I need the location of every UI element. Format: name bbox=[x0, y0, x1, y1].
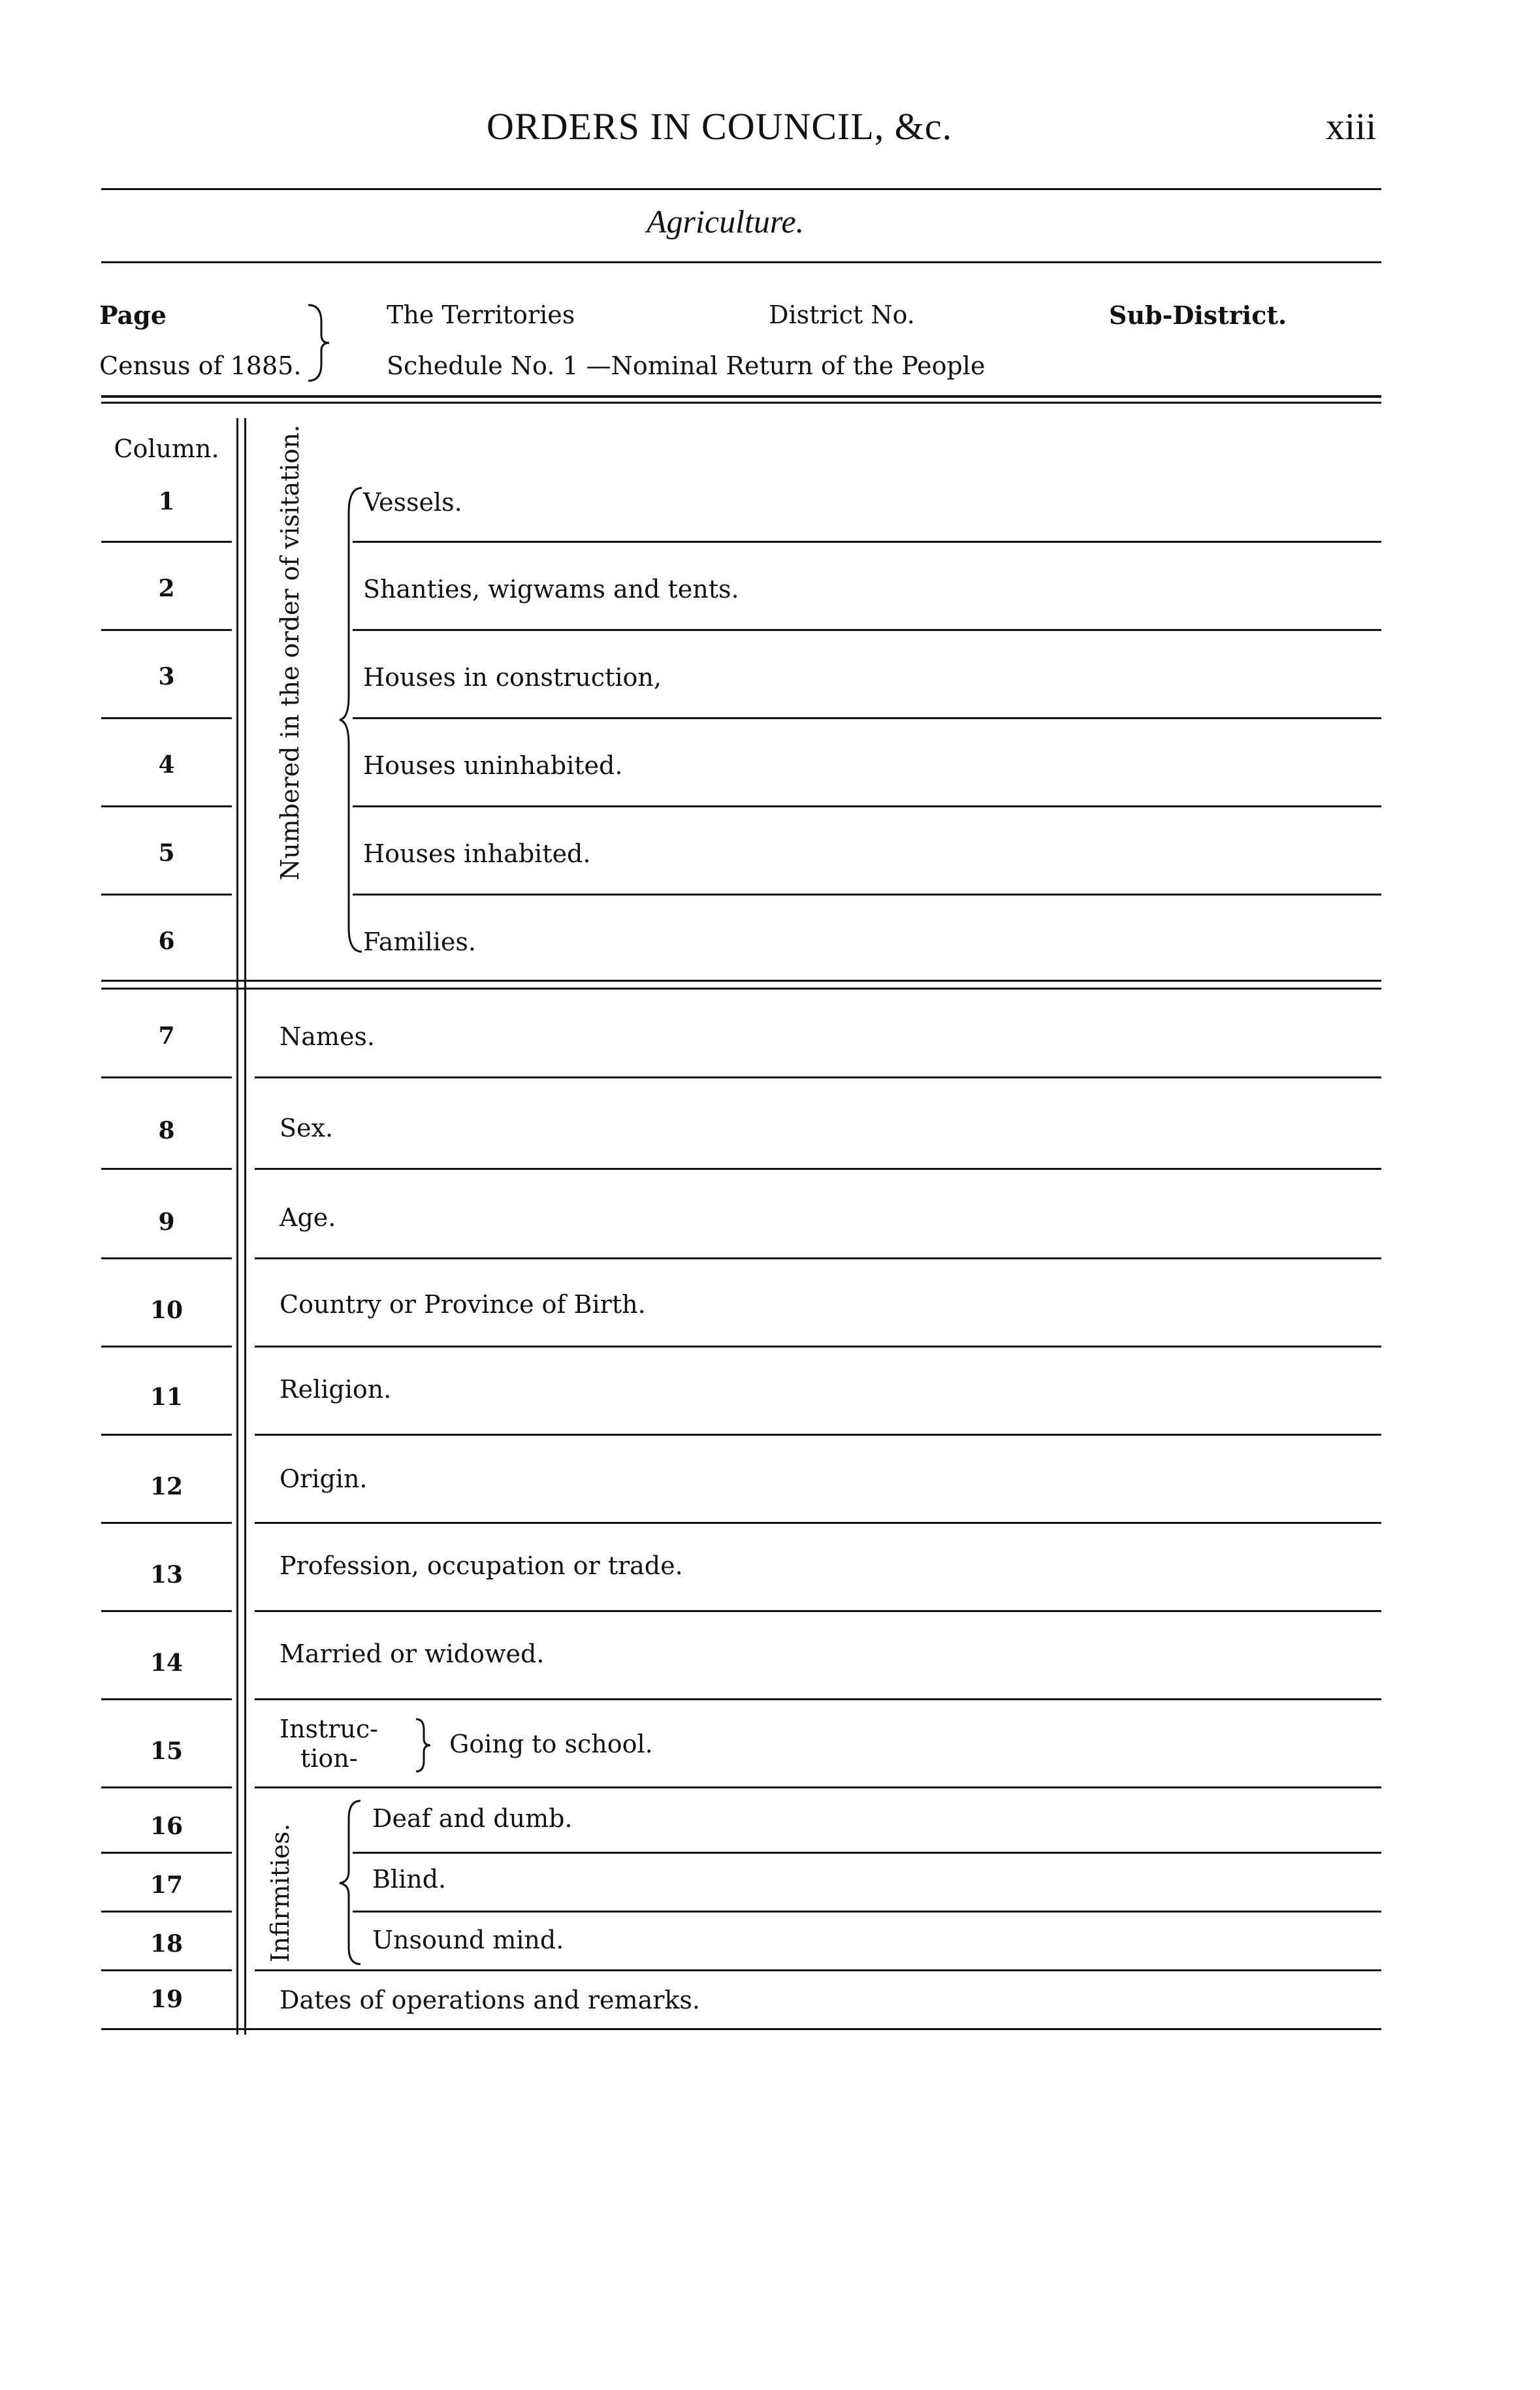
row-rule bbox=[101, 629, 232, 631]
row-label-construction: Houses in construction, bbox=[363, 663, 662, 692]
row-rule bbox=[255, 1168, 1381, 1170]
row-number: 9 bbox=[158, 1208, 175, 1236]
row-rule bbox=[101, 1969, 232, 1971]
row-number: 5 bbox=[158, 839, 175, 867]
row-label-shanties: Shanties, wigwams and tents. bbox=[363, 575, 739, 604]
row-rule bbox=[255, 1969, 1381, 1971]
row-number: 10 bbox=[150, 1297, 184, 1324]
visitation-brace bbox=[338, 487, 364, 954]
row-rule bbox=[101, 1698, 232, 1700]
row-rule bbox=[101, 1786, 232, 1788]
header-brace bbox=[307, 304, 333, 382]
row-rule bbox=[255, 1610, 1381, 1612]
rule-top bbox=[101, 188, 1381, 190]
row-number: 16 bbox=[150, 1813, 184, 1840]
row-number: 15 bbox=[150, 1737, 184, 1765]
row-rule bbox=[101, 805, 232, 807]
row-rule bbox=[101, 1434, 232, 1436]
instruction-label-line1: Instruc- bbox=[280, 1715, 379, 1743]
row-label-origin: Origin. bbox=[280, 1464, 368, 1493]
row-label-blind: Blind. bbox=[372, 1865, 447, 1894]
row-label-inhabited: Houses inhabited. bbox=[363, 839, 591, 868]
census-label: Census of 1885. bbox=[99, 351, 302, 380]
row-rule bbox=[353, 805, 1381, 807]
row-label-families: Families. bbox=[363, 928, 477, 956]
row-number: 13 bbox=[150, 1561, 184, 1589]
row-rule bbox=[101, 1610, 232, 1612]
row-number: 4 bbox=[158, 751, 175, 779]
row-number: 11 bbox=[150, 1383, 184, 1411]
row-rule bbox=[353, 1911, 1381, 1913]
row-rule bbox=[353, 894, 1381, 896]
row-number: 6 bbox=[158, 928, 175, 955]
rule-under-title bbox=[101, 261, 1381, 263]
row-rule bbox=[255, 1346, 1381, 1348]
row-rule bbox=[101, 1076, 232, 1078]
rule-header-double-b bbox=[101, 402, 1381, 404]
row-number: 3 bbox=[158, 663, 175, 690]
row-rule bbox=[255, 1522, 1381, 1524]
row-label-married: Married or widowed. bbox=[280, 1639, 545, 1668]
running-head: ORDERS IN COUNCIL, &c. bbox=[487, 105, 953, 148]
row-rule bbox=[101, 2028, 1381, 2030]
row-rule bbox=[353, 541, 1381, 543]
territories-label: The Territories bbox=[387, 300, 575, 329]
row-label-sex: Sex. bbox=[280, 1114, 334, 1142]
row-rule bbox=[101, 1346, 232, 1348]
row-rule bbox=[353, 1852, 1381, 1854]
row-rule bbox=[255, 1434, 1381, 1436]
row-rule bbox=[101, 988, 1381, 990]
row-number: 12 bbox=[150, 1473, 184, 1500]
row-rule bbox=[353, 629, 1381, 631]
row-rule bbox=[101, 894, 232, 896]
row-label-vessels: Vessels. bbox=[363, 488, 462, 517]
schedule-label: Schedule No. 1 —Nominal Return of the People bbox=[387, 351, 986, 380]
row-number: 14 bbox=[150, 1649, 184, 1677]
row-rule bbox=[255, 1698, 1381, 1700]
row-label-age: Age. bbox=[280, 1203, 336, 1232]
row-rule bbox=[255, 1257, 1381, 1259]
instruction-label-line2: tion- bbox=[300, 1744, 358, 1773]
row-rule bbox=[101, 1257, 232, 1259]
row-label-school: Going to school. bbox=[449, 1730, 653, 1758]
page-label: Page bbox=[99, 300, 167, 330]
instruction-brace bbox=[415, 1718, 434, 1773]
row-rule bbox=[101, 717, 232, 719]
row-rule bbox=[101, 980, 1381, 982]
row-label-names: Names. bbox=[280, 1022, 376, 1051]
row-rule bbox=[101, 1168, 232, 1170]
row-rule bbox=[255, 1786, 1381, 1788]
column-rule-a bbox=[236, 418, 238, 2035]
visitation-group-label: Numbered in the order of visitation. bbox=[276, 425, 304, 880]
row-number: 8 bbox=[158, 1117, 175, 1144]
row-rule bbox=[101, 541, 232, 543]
row-rule bbox=[101, 1911, 232, 1913]
page-folio: xiii bbox=[1326, 105, 1377, 148]
row-label-deaf: Deaf and dumb. bbox=[372, 1804, 573, 1833]
row-rule bbox=[255, 1076, 1381, 1078]
infirmities-group-label: Infirmities. bbox=[266, 1823, 295, 1963]
row-label-profession: Profession, occupation or trade. bbox=[280, 1551, 683, 1580]
row-number: 7 bbox=[158, 1022, 175, 1050]
row-label-remarks: Dates of operations and remarks. bbox=[280, 1986, 700, 2014]
column-rule-b bbox=[244, 418, 246, 2035]
row-number: 2 bbox=[158, 575, 175, 602]
row-rule bbox=[101, 1852, 232, 1854]
row-number: 19 bbox=[150, 1986, 184, 2013]
column-heading: Column. bbox=[114, 434, 219, 463]
infirmities-brace bbox=[338, 1800, 364, 1966]
row-number: 1 bbox=[158, 488, 175, 515]
section-title: Agriculture. bbox=[647, 203, 805, 240]
row-label-unsound: Unsound mind. bbox=[372, 1926, 564, 1954]
row-label-religion: Religion. bbox=[280, 1375, 392, 1404]
row-label-uninhabited: Houses uninhabited. bbox=[363, 751, 623, 780]
district-label: District No. bbox=[769, 300, 915, 329]
row-rule bbox=[353, 717, 1381, 719]
row-rule bbox=[101, 1522, 232, 1524]
rule-header-double-a bbox=[101, 395, 1381, 398]
subdistrict-label: Sub-District. bbox=[1109, 300, 1287, 330]
row-number: 18 bbox=[150, 1930, 184, 1958]
row-number: 17 bbox=[150, 1871, 184, 1899]
row-label-birthplace: Country or Province of Birth. bbox=[280, 1290, 646, 1319]
